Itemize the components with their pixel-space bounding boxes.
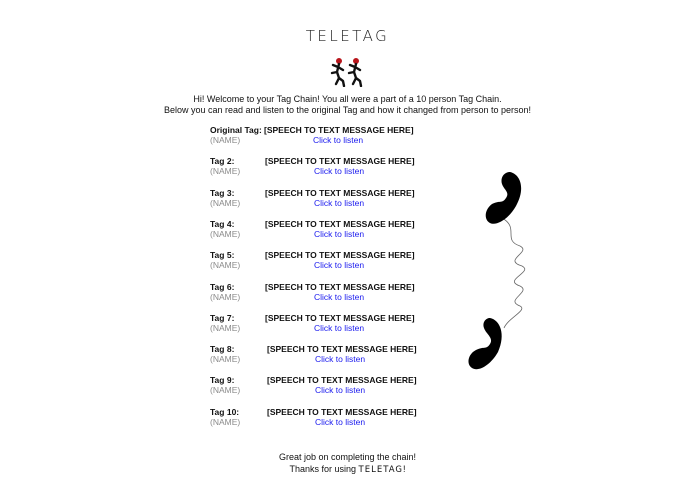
- click-to-listen-link[interactable]: Click to listen: [313, 135, 364, 145]
- tag-message-text: [SPEECH TO TEXT MESSAGE HERE]: [267, 344, 417, 354]
- closing-message: [0, 452, 695, 476]
- tag-person-name: (NAME): [210, 260, 241, 270]
- click-to-listen-link[interactable]: Click to listen: [314, 229, 365, 239]
- tag-row: [0, 125, 695, 153]
- tag-row: [0, 344, 695, 372]
- tag-person-name: (NAME): [210, 292, 241, 302]
- tag-person-name: (NAME): [210, 417, 241, 427]
- tag-label: Original Tag:: [210, 125, 262, 135]
- click-to-listen-link[interactable]: Click to listen: [314, 260, 365, 270]
- tag-person-name: (NAME): [210, 323, 241, 333]
- tag-label: Tag 7:: [210, 313, 235, 323]
- intro-line-2: Below you can read and listen to the original Tag and how it changed from person to person!: [163, 104, 532, 115]
- click-to-listen-link[interactable]: Click to listen: [314, 198, 365, 208]
- tag-person-name: (NAME): [210, 229, 241, 239]
- tag-message-text: [SPEECH TO TEXT MESSAGE HERE]: [265, 282, 415, 292]
- tag-person-name: (NAME): [210, 135, 241, 145]
- tag-message-text: [SPEECH TO TEXT MESSAGE HERE]: [265, 250, 415, 260]
- tag-message-text: [SPEECH TO TEXT MESSAGE HERE]: [265, 156, 415, 166]
- tag-person-name: (NAME): [210, 166, 241, 176]
- tag-label: Tag 4:: [210, 219, 235, 229]
- tag-person-name: (NAME): [210, 385, 241, 395]
- tag-row: [0, 282, 695, 310]
- tag-row: [0, 313, 695, 341]
- click-to-listen-link[interactable]: Click to listen: [315, 417, 366, 427]
- tag-row: [0, 219, 695, 247]
- tag-message-text: [SPEECH TO TEXT MESSAGE HERE]: [267, 375, 417, 385]
- closing-brand: TELETAG: [358, 464, 403, 475]
- tag-label: Tag 2:: [210, 156, 235, 166]
- tag-label: Tag 8:: [210, 344, 235, 354]
- tag-message-text: [SPEECH TO TEXT MESSAGE HERE]: [265, 219, 415, 229]
- running-kids-icon: [327, 57, 367, 87]
- tag-person-name: (NAME): [210, 198, 241, 208]
- tag-label: Tag 3:: [210, 188, 235, 198]
- intro-line-1: Hi! Welcome to your Tag Chain! You all were a part of a 10 person Tag Chain.: [193, 94, 502, 104]
- closing-line-1: Great job on completing the chain!: [278, 452, 417, 462]
- tag-message-text: [SPEECH TO TEXT MESSAGE HERE]: [267, 407, 417, 417]
- tag-label: Tag 5:: [210, 250, 235, 260]
- closing-exclamation: !: [402, 463, 406, 474]
- tag-label: Tag 6:: [210, 282, 235, 292]
- welcome-intro: [0, 94, 695, 115]
- tag-message-text: [SPEECH TO TEXT MESSAGE HERE]: [265, 313, 415, 323]
- tag-message-text: [SPEECH TO TEXT MESSAGE HERE]: [265, 188, 415, 198]
- click-to-listen-link[interactable]: Click to listen: [315, 385, 366, 395]
- click-to-listen-link[interactable]: Click to listen: [315, 354, 366, 364]
- telephone-handset-icon: [462, 168, 542, 378]
- tag-row: [0, 188, 695, 216]
- click-to-listen-link[interactable]: Click to listen: [314, 166, 365, 176]
- tag-label: Tag 9:: [210, 375, 235, 385]
- closing-line-2: [0, 464, 695, 477]
- tag-row: [0, 375, 695, 403]
- click-to-listen-link[interactable]: Click to listen: [314, 323, 365, 333]
- closing-thanks-text: Thanks for using: [289, 463, 359, 474]
- tag-person-name: (NAME): [210, 354, 241, 364]
- tag-row: [0, 156, 695, 184]
- tag-row: [0, 250, 695, 278]
- tag-message-text: [SPEECH TO TEXT MESSAGE HERE]: [264, 125, 414, 135]
- teletag-logo: TELETAG: [305, 27, 390, 45]
- tag-label: Tag 10:: [210, 407, 240, 417]
- click-to-listen-link[interactable]: Click to listen: [314, 292, 365, 302]
- tag-row: [0, 407, 695, 435]
